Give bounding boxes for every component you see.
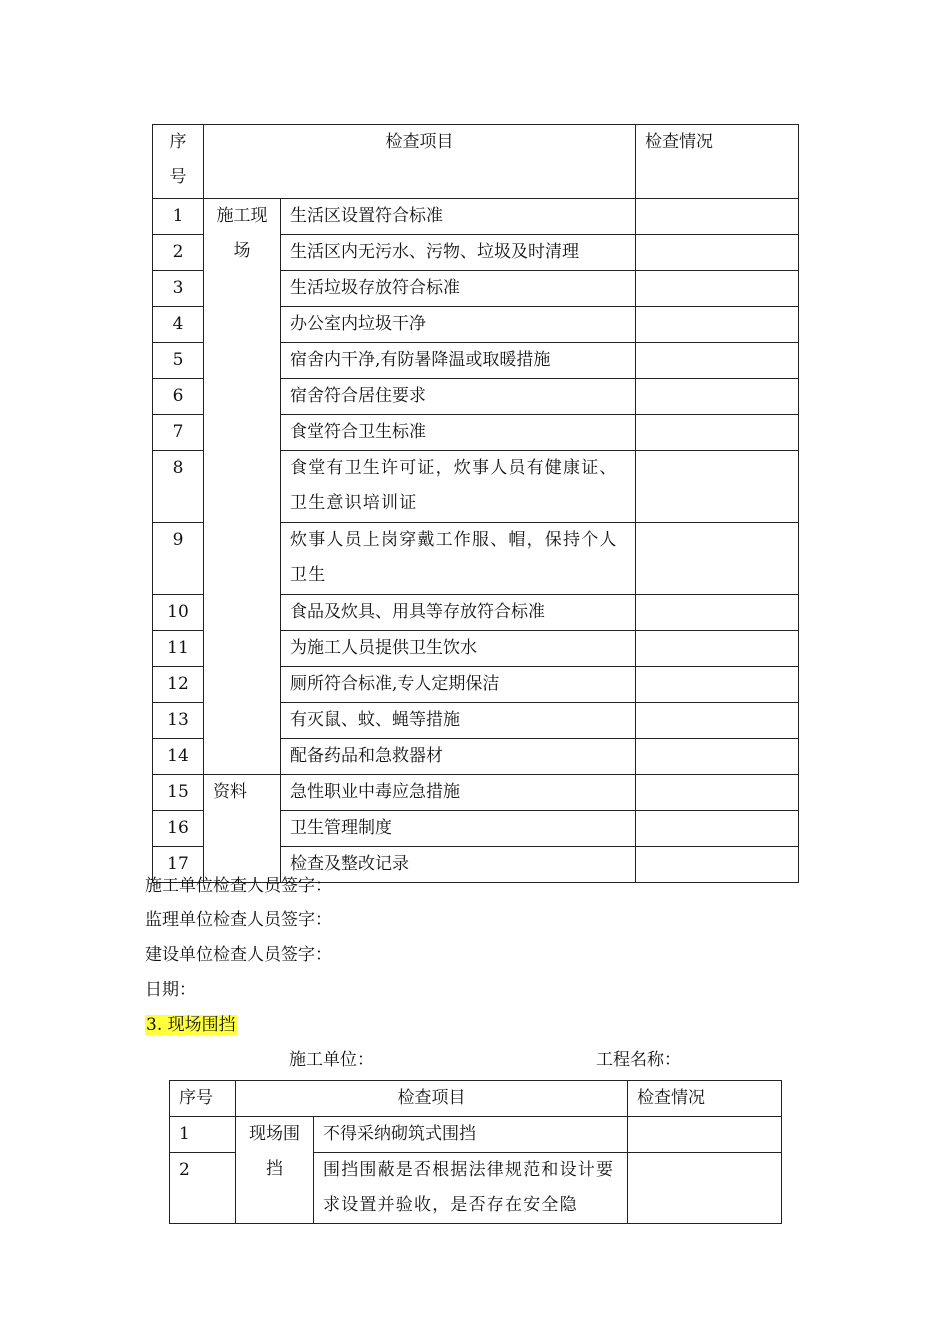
supervisor-signature-label: 监理单位检查人员签字： <box>145 910 332 930</box>
project-name-label: 工程名称： <box>596 1050 681 1070</box>
status-cell[interactable] <box>636 199 799 235</box>
row-item: 检查及整改记录 <box>281 847 636 883</box>
status-cell[interactable] <box>628 1153 782 1224</box>
group-hoarding: 现场围挡 <box>236 1117 314 1224</box>
status-cell[interactable] <box>636 343 799 379</box>
date-label: 日期： <box>145 980 196 1000</box>
status-cell[interactable] <box>636 703 799 739</box>
status-cell[interactable] <box>636 739 799 775</box>
row-number: 1 <box>170 1117 236 1153</box>
row-item: 生活垃圾存放符合标准 <box>281 271 636 307</box>
header-index: 序号 <box>170 1081 236 1117</box>
status-cell[interactable] <box>636 811 799 847</box>
row-item: 宿舍符合居住要求 <box>281 379 636 415</box>
status-cell[interactable] <box>636 451 799 523</box>
status-cell[interactable] <box>636 847 799 883</box>
row-item: 办公室内垃圾干净 <box>281 307 636 343</box>
header-item: 检查项目 <box>236 1081 628 1117</box>
row-item: 急性职业中毒应急措施 <box>281 775 636 811</box>
row-item: 配备药品和急救器材 <box>281 739 636 775</box>
hygiene-check-table <box>152 124 799 883</box>
construction-unit-label: 施工单位： <box>289 1050 374 1070</box>
header-status: 检查情况 <box>636 125 799 199</box>
status-cell[interactable] <box>636 631 799 667</box>
row-item: 有灭鼠、蚊、蝇等措施 <box>281 703 636 739</box>
row-item: 厕所符合标准,专人定期保洁 <box>281 667 636 703</box>
row-number: 5 <box>153 343 204 379</box>
row-item: 围挡围蔽是否根据法律规范和设计要求设置并验收，是否存在安全隐 <box>314 1153 628 1224</box>
status-cell[interactable] <box>636 775 799 811</box>
contractor-signature-label: 施工单位检查人员签字： <box>145 876 332 896</box>
status-cell[interactable] <box>628 1117 782 1153</box>
status-cell[interactable] <box>636 523 799 595</box>
status-cell[interactable] <box>636 667 799 703</box>
section-heading <box>145 1008 237 1043</box>
row-item: 生活区内无污水、污物、垃圾及时清理 <box>281 235 636 271</box>
section-heading-text: 3. 现场围挡 <box>146 1015 236 1035</box>
row-number: 2 <box>170 1153 236 1224</box>
row-item: 生活区设置符合标准 <box>281 199 636 235</box>
row-number: 10 <box>153 595 204 631</box>
row-item: 宿舍内干净,有防暑降温或取暖措施 <box>281 343 636 379</box>
row-item: 不得采纳砌筑式围挡 <box>314 1117 628 1153</box>
row-number: 4 <box>153 307 204 343</box>
row-number: 7 <box>153 415 204 451</box>
row-number: 13 <box>153 703 204 739</box>
row-number: 8 <box>153 451 204 523</box>
row-number: 17 <box>153 847 204 883</box>
header-item: 检查项目 <box>204 125 636 199</box>
row-number: 1 <box>153 199 204 235</box>
status-cell[interactable] <box>636 307 799 343</box>
hoarding-check-table <box>169 1080 782 1224</box>
row-number: 16 <box>153 811 204 847</box>
status-cell[interactable] <box>636 595 799 631</box>
row-number: 15 <box>153 775 204 811</box>
header-status: 检查情况 <box>628 1081 782 1117</box>
row-item: 食堂有卫生许可证，炊事人员有健康证、卫生意识培训证 <box>281 451 636 523</box>
row-number: 9 <box>153 523 204 595</box>
row-number: 14 <box>153 739 204 775</box>
row-number: 6 <box>153 379 204 415</box>
row-item: 炊事人员上岗穿戴工作服、帽，保持个人卫生 <box>281 523 636 595</box>
row-item: 卫生管理制度 <box>281 811 636 847</box>
status-cell[interactable] <box>636 235 799 271</box>
status-cell[interactable] <box>636 271 799 307</box>
group-site: 施工现场 <box>204 199 281 775</box>
status-cell[interactable] <box>636 379 799 415</box>
status-cell[interactable] <box>636 415 799 451</box>
row-number: 3 <box>153 271 204 307</box>
row-item: 为施工人员提供卫生饮水 <box>281 631 636 667</box>
header-index: 序号 <box>153 125 204 199</box>
row-number: 11 <box>153 631 204 667</box>
row-item: 食品及炊具、用具等存放符合标准 <box>281 595 636 631</box>
owner-signature-label: 建设单位检查人员签字： <box>145 945 332 965</box>
row-number: 2 <box>153 235 204 271</box>
row-number: 12 <box>153 667 204 703</box>
group-records: 资料 <box>204 775 281 883</box>
row-item: 食堂符合卫生标准 <box>281 415 636 451</box>
